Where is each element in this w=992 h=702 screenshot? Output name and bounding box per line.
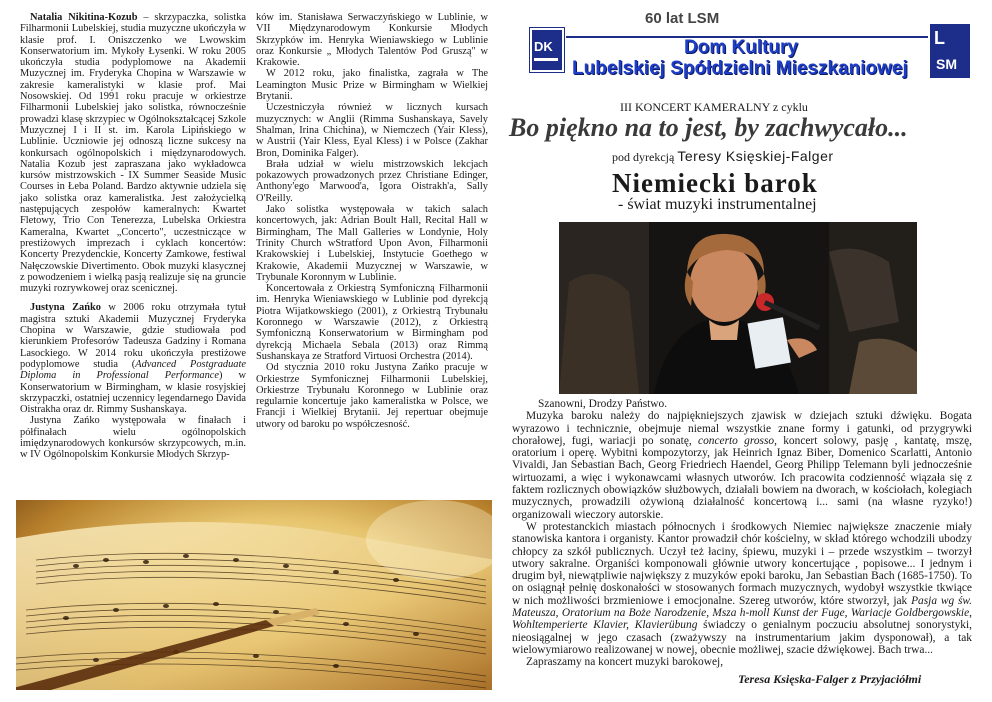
letter-paragraph-1: [512, 410, 972, 521]
concert-title: Niemiecki barok: [612, 168, 818, 198]
direction-name: Teresy Księskiej-Falger: [677, 148, 834, 164]
bio-justyna-competitions: Justyna Zańko występowała w finałach i półfinałach wielu ogólnopolskich imiędzynarodowych konkursów skrzypcowych, m.in. w IV Ogólnopolskim Konkursie Młodych Skrzyp-: [20, 415, 246, 461]
bio-justyna-text-a: w 2006 roku otrzymała tytuł magistra sztuki Akademii Muzycznej Fryderyka Chopina w Warszawie, gdzie studiowała pod kierunkiem Profesorów Tadeusza Gadziny i Romana Lasockiego. W 2014 roku ukończyła prestiżowe podyplomowe studia (: [20, 302, 246, 370]
conductor-photo: [559, 222, 917, 394]
cycle-intro: III KONCERT KAMERALNY z cyklu: [620, 100, 808, 114]
sheet-music-illustration: [16, 500, 492, 690]
letter-closing: Zapraszamy na koncert muzyki barokowej,: [526, 656, 724, 669]
letter-signature: Teresa Księska-Falger z Przyjaciółmi: [738, 672, 922, 686]
bio-justyna-text-b: ) w Konserwatorium w Birmingham, w klasie rosyjskiej skrzypaczki, ostatniej uczennicy legendarnego Davida Oistrakha oraz dr. Rimmy Sushanskaya.: [20, 370, 246, 416]
letter-p2-italic: Pasja wg św. Mateusza, Oratorium na Boże Narodzenie, Msza h-moll Kunst der Fuge, Wariacje Goldbergowskie, Wohltemperierte Klavier, Klavierübung: [512, 594, 972, 632]
letter-p1-b: , koncert solowy, pasję , kantatę, mszę, oratorium i operę. Wybitni kompozytorzy, jak Heinrich Ignaz Biber, Domenico Scarlatti, Antonio Vivaldi, Jan Sebastian Bach, Georg Friedriech Haendel, Georg Philipp Telemann byli jednocześnie wirtuozami, a więc i wykonawcami własnych utworów. Ich pracowita codzienność wiązała się z faktem rozlicznych obowiązków służbowych, działali bowiem na dworach, w kościołach, kolegiach muzycznych, prowadzili ożywioną działalność koncertową i... sami (na własne ryzyko!) organizowali wieczory autorskie.: [512, 434, 972, 521]
logo-title-line1: Dom Kultury: [684, 37, 798, 58]
dk-logo-text: DK: [534, 39, 553, 54]
letter-paragraph-2: [512, 521, 972, 656]
bio-natalia: [20, 12, 246, 294]
lsm-logo-sm: SM: [936, 56, 957, 72]
bio-text-p3: Uczestniczyła również w licznych kursach muzycznych: w Anglii (Rimma Sushanskaya, Savely Shalman, Irina Chichina), w Niemczech (Yair Kless), w Austrii (Yair Kless, Eyal Kless) i w Polsce (Zakhar Bron, Dominika Falger).: [256, 102, 488, 159]
letter-p2-b: świadczy o genialnym poczuciu absolutnej sonorystyki, nieosiągalnej w jego czasach (zważywszy na instrumentarium jakim dysponował), a tak wielowymiarowo realizowanej w nowej, obecnie możliwej, szacie dźwiękowej. Bach trwa...: [512, 619, 973, 656]
cycle-title: Bo piękno na to jest, by zachwycało...: [509, 113, 908, 142]
bio-text-p2: W 2012 roku, jako finalistka, zagrała w The Leamington Music Prize w Birmingham w Wielkiej Brytanii.: [256, 68, 488, 103]
concert-subtitle: - świat muzyki instrumentalnej: [618, 196, 817, 213]
dk-logo: [530, 28, 564, 72]
logo-title-line2: Lubelskiej Spółdzielni Mieszkaniowej: [572, 58, 908, 79]
anniversary-label: 60 lat LSM: [645, 10, 720, 27]
bio-text-p4: Brała udział w wielu mistrzowskich lekcjach pokazowych prowadzonych przez Christiane Edinger, Anthony'ego Marwood'a, Igora Oistrakh'a, Sally O'Reilly.: [256, 158, 488, 204]
bio-text-p6: Koncertowała z Orkiestrą Symfoniczną Filharmonii im. Henryka Wieniawskiego w Lublinie pod dyrekcją Piotra Wijatkowskiego (2001), z Orkiestrą Trybunału Koronnego w Warszawie (2012), z Orkiestrą Symfoniczną Konserwatorium w Birmingham pod dyrekcją Michaela Sebala (2013) oraz Rimmą Sushanskaya ze Stratford Virtuosi Orchestra (2014).: [256, 283, 488, 362]
invitation-letter: [512, 398, 972, 669]
direction-line: [612, 148, 834, 165]
letter-p1-italic: concerto grosso: [698, 434, 775, 447]
bio-text-p1: ków im. Stanisława Serwaczyńskiego w Lublinie, w VII Międzynarodowym Konkursie Młodych Skrzypków im. Henryka Wieniawskiego w Lublinie oraz Konkursie „ Młodych Talentów Pod Gruszą" w Krakowie.: [256, 12, 488, 69]
letter-p1-a: Muzyka baroku należy do najpiękniejszych zjawisk w dziejach sztuki dźwięku. Bogata wyrazowo i technicznie, obejmuje niemal wszystkie znane formy i gatunki, od przygrywki chorałowej, fugi, wariacji po sonatę,: [512, 410, 972, 447]
bio-natalia-text: – skrzypaczka, solistka Filharmonii Lubelskiej, studia muzyczne ukończyła w klasie prof. I. Oniszczenko we Lwowskim Konserwatorium im. Mykoły Łysenki. W roku 2005 ukończyła studia podyplomowe na Akademii Muzycznej im. Fryderyka Chopina w Warszawie w zakresie kameralistyki w klasie prof. Mai Nosowskiej. Od 1991 roku pracuje w orkiestrze Filharmonii Lubelskiej jako solistka, równocześnie prowadzi klasę skrzypiec w Ogólnokształcącej Szkole Muzycznej I i II st. im. Karola Lipińskiego w Lublinie. Uczniowie jej odnoszą liczne sukcesy na konkursach ogólnopolskich i międzynarodowych. Natalia Kozub jest zapraszana jako wykładowca kursów mistrzowskich - IX Summer Seaside Music Courses in Łeba Poland. Bardzo aktywnie udziela się jako solistka oraz kameralistka. Jest założycielką następujących zespołów kameralnych: Kwartet Fletowy, Trio Con Tenerezza, Lubelska Orkiestra Kameralna, Kwartet „Concerto", uczestniczące w prestiżowych imprezach i cyklach koncertów: Koncerty Prezydenckie, Koncerty Zamkowe, festiwal Nałęczowskie Divertimento. Obok muzyki klasycznej z powodzeniem i wielką pasją realizuje się na gruncie muzyki rozrywkowej oraz scenicznej.: [20, 12, 246, 295]
conductor-photo-illustration: [559, 222, 917, 394]
bio-text-p5: Jako solistka występowała w takich salach koncertowych, jak: Adrian Boult Hall, Recital Hall w Birmingham, The Mall Galleries w Londynie, Holy Trinity Church wStratford Upon Avon, Filharmonii Krakowskiej i Lubelskiej, Instytucie Goethego w Krakowie, Akademii Muzycznej w Warszawie, w Trybunale Koronnym w Lublinie.: [256, 204, 488, 283]
bio-justyna: [20, 302, 246, 415]
sheet-music-image: [16, 500, 492, 690]
direction-label: pod dyrekcją: [612, 150, 678, 164]
lsm-logo-l: L: [934, 28, 945, 48]
bio-text-p7: Od stycznia 2010 roku Justyna Zańko pracuje w Orkiestrze Symfonicznej Filharmonii Lubelskiej, Orkiestrze Trybunału Koronnego w Lublinie oraz regularnie koncertuje jako kameralistka w Polsce, we Francji i Wielkiej Brytanii. Jej repertuar obejmuje utwory od baroku po współczesność.: [256, 362, 488, 430]
bio-justyna-name: Justyna Zańko: [30, 302, 101, 314]
letter-p2-a: W protestanckich miastach północnych i środkowych Niemiec największe znaczenie miały stanowiska kantora i organisty. Kantor prowadził chór kościelny, w skład którego wchodzili ubodzy chłopcy za szkół publicznych. Uczył też łaciny, śpiewu, muzyki i – przede wszystkim – tworzył utwory sakralne. Organiści komponowali głównie utwory koncertujące , popisowe... I jednym i drugim był, niewątpliwie największy z muzyków epoki baroku, Jan Sebastian Bach (1685-1750). To on osiągnął pełnię doskonałości w stosowanych formach muzycznych, wydobył wszystkie tkwiące w nich możliwości brzmieniowe i emocjonalne. Szereg utworów, które stworzył, jak: [512, 520, 972, 607]
middle-text-column: [256, 12, 488, 430]
letter-greeting: Szanowni, Drodzy Państwo.: [538, 398, 668, 410]
bio-natalia-name: Natalia Nikitina-Kozub: [30, 12, 138, 23]
bio-justyna-diploma: Advanced Postgraduate Diploma in Professional Performance: [20, 358, 246, 382]
left-text-column: [20, 12, 246, 461]
lsm-logo: [930, 24, 970, 78]
